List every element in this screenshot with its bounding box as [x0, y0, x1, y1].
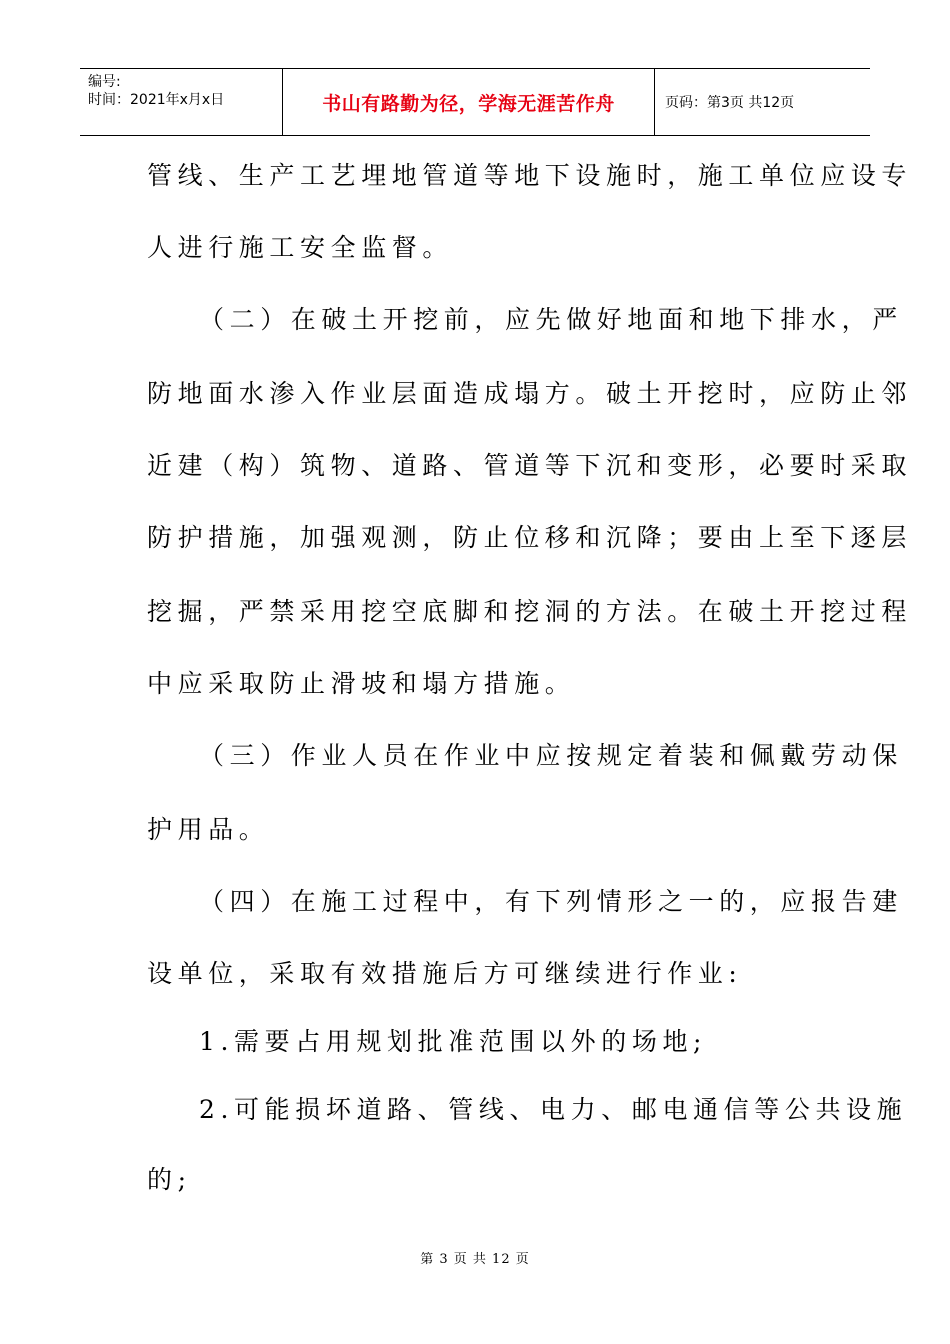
body-line: 1.需要占用规划批准范围以外的场地; — [199, 1027, 708, 1056]
body-line: 护用品。 — [147, 815, 270, 844]
body-line: （三）作业人员在作业中应按规定着装和佩戴劳动保 — [199, 741, 903, 770]
body-line: 2.可能损坏道路、管线、电力、邮电通信等公共设施 — [199, 1095, 908, 1124]
body-line: 近建（构）筑物、道路、管道等下沉和变形，必要时采取 — [147, 451, 913, 480]
body-line: 挖掘，严禁采用挖空底脚和挖洞的方法。在破土开挖过程 — [147, 597, 913, 626]
page-footer: 第 3 页 共 12 页 — [420, 1252, 530, 1267]
body-line: 防护措施，加强观测，防止位移和沉降；要由上至下逐层 — [147, 523, 913, 552]
document-number-label: 编号: — [88, 74, 121, 90]
body-line: 管线、生产工艺埋地管道等地下设施时，施工单位应设专 — [147, 161, 913, 190]
body-line: 防地面水渗入作业层面造成塌方。破土开挖时，应防止邻 — [147, 379, 913, 408]
body-line: 人进行施工安全监督。 — [147, 233, 454, 262]
body-line: （四）在施工过程中，有下列情形之一的，应报告建 — [199, 887, 903, 916]
header-meta-cell — [80, 69, 283, 135]
header-motto-cell — [283, 69, 655, 135]
header-page-info: 页码：第3页 共12页 — [665, 95, 795, 111]
header-motto: 书山有路勤为径，学海无涯苦作舟 — [322, 92, 615, 115]
body-line: 中应采取防止滑坡和塌方措施。 — [147, 669, 576, 698]
document-date-label: 时间：2021年x月x日 — [88, 92, 225, 108]
header-page-cell — [655, 69, 870, 135]
page-header — [80, 68, 870, 136]
body-line: 设单位，采取有效措施后方可继续进行作业: — [147, 959, 743, 988]
body-line: 的; — [147, 1165, 192, 1194]
body-line: （二）在破土开挖前，应先做好地面和地下排水，严 — [199, 305, 903, 334]
